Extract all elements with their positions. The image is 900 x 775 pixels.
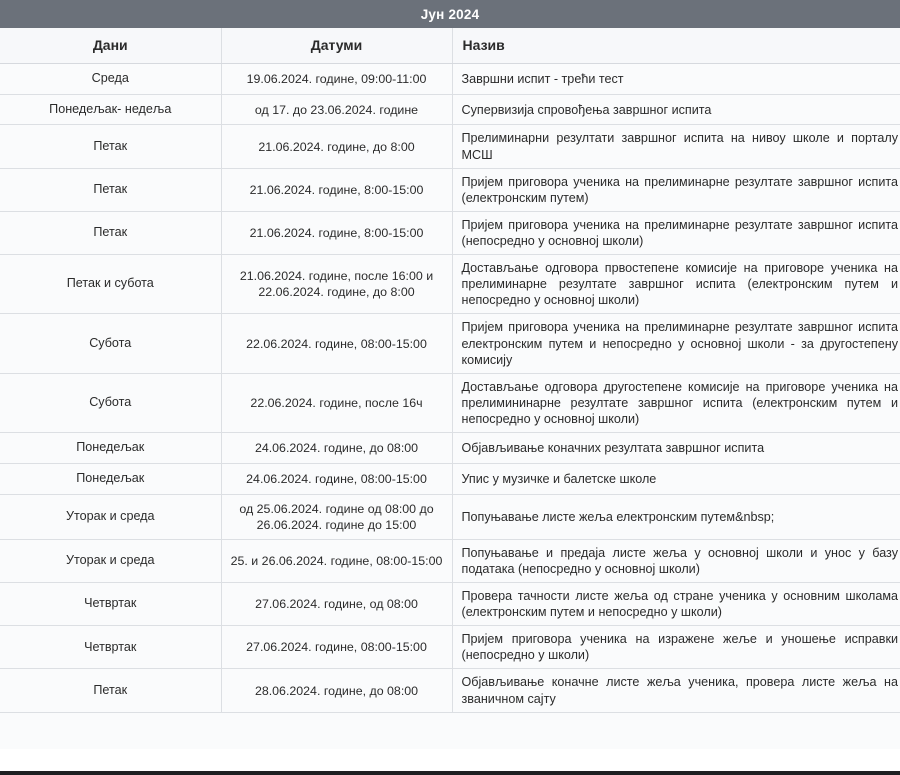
cell-days: Четвртак <box>0 626 221 669</box>
cell-title: Достављање одговора првостепене комисије на приговоре ученика на прелиминарне резултате завршног испита (електронским путем и непосредно у основној школи) <box>452 255 900 314</box>
cell-title: Пријем приговора ученика на прелиминарне резултате завршног испита (електронским путем) <box>452 168 900 211</box>
cell-dates: од 25.06.2024. године од 08:00 до 26.06.2024. године до 15:00 <box>221 494 452 539</box>
column-header-days: Дани <box>0 28 221 64</box>
cell-days: Субота <box>0 314 221 373</box>
table-row <box>0 314 900 373</box>
table-row <box>0 211 900 254</box>
bottom-filler <box>0 749 900 771</box>
cell-title: Пријем приговора ученика на прелиминарне резултате завршног испита електронским путем и непосредно у основној школи - за другостепену комисију <box>452 314 900 373</box>
cell-days: Петак <box>0 125 221 168</box>
cell-days: Среда <box>0 64 221 95</box>
column-header-dates: Датуми <box>221 28 452 64</box>
cell-dates: 21.06.2024. године, после 16:00 и 22.06.2024. године, до 8:00 <box>221 255 452 314</box>
table-row <box>0 433 900 464</box>
cell-days: Субота <box>0 373 221 432</box>
cell-days: Уторак и среда <box>0 539 221 582</box>
cell-dates: 19.06.2024. године, 09:00-11:00 <box>221 64 452 95</box>
cell-title: Прелиминарни резултати завршног испита на нивоу школе и порталу МСШ <box>452 125 900 168</box>
cell-dates: 22.06.2024. године, после 16ч <box>221 373 452 432</box>
cell-title: Попуњавање и предаја листе жеља у основној школи и унос у базу података (непосредно у основној школи) <box>452 539 900 582</box>
cell-title: Супервизија спровођења завршног испита <box>452 94 900 125</box>
cell-dates: 28.06.2024. године, до 08:00 <box>221 669 452 712</box>
cell-dates: од 17. до 23.06.2024. године <box>221 94 452 125</box>
cell-days: Петак <box>0 211 221 254</box>
table-row <box>0 64 900 95</box>
cell-dates: 27.06.2024. године, 08:00-15:00 <box>221 626 452 669</box>
cell-dates: 21.06.2024. године, 8:00-15:00 <box>221 211 452 254</box>
table-row <box>0 463 900 494</box>
column-header-title: Назив <box>452 28 900 64</box>
bottom-rule <box>0 771 900 775</box>
cell-title: Достављање одговора другостепене комисије на приговоре ученика на прелимининарне резултате завршног испита (електронским путем и непосредно у основној школи) <box>452 373 900 432</box>
table-title-bar <box>0 0 900 28</box>
cell-title: Објављивање коначне листе жеља ученика, провера листе жеља на званичном сајту <box>452 669 900 712</box>
cell-title: Завршни испит - трећи тест <box>452 64 900 95</box>
cell-dates: 21.06.2024. године, 8:00-15:00 <box>221 168 452 211</box>
table-row <box>0 669 900 712</box>
cell-dates: 27.06.2024. године, од 08:00 <box>221 583 452 626</box>
table-row <box>0 94 900 125</box>
cell-title: Провера тачности листе жеља од стране ученика у основним школама (електронским путем и непосредно у школи) <box>452 583 900 626</box>
table-body <box>0 64 900 713</box>
table-row <box>0 626 900 669</box>
cell-title: Пријем приговора ученика на прелиминарне резултате завршног испита (непосредно у основној школи) <box>452 211 900 254</box>
cell-dates: 24.06.2024. године, 08:00-15:00 <box>221 463 452 494</box>
cell-dates: 21.06.2024. године, до 8:00 <box>221 125 452 168</box>
cell-days: Понедељак <box>0 463 221 494</box>
cell-title: Пријем приговора ученика на изражене жеље и уношење исправки (непосредно у школи) <box>452 626 900 669</box>
table-header <box>0 28 900 64</box>
cell-days: Понедељак <box>0 433 221 464</box>
cell-dates: 24.06.2024. године, до 08:00 <box>221 433 452 464</box>
cell-title: Упис у музичке и балетске школе <box>452 463 900 494</box>
page-title: Јун 2024 <box>420 6 480 22</box>
table-row <box>0 373 900 432</box>
cell-title: Попуњавање листе жеља електронским путем&nbsp; <box>452 494 900 539</box>
cell-days: Петак <box>0 669 221 712</box>
schedule-table <box>0 28 900 713</box>
cell-days: Петак и субота <box>0 255 221 314</box>
cell-dates: 25. и 26.06.2024. године, 08:00-15:00 <box>221 539 452 582</box>
table-row <box>0 168 900 211</box>
table-row <box>0 539 900 582</box>
schedule-table-container <box>0 28 900 749</box>
cell-dates: 22.06.2024. године, 08:00-15:00 <box>221 314 452 373</box>
table-row <box>0 255 900 314</box>
table-row <box>0 125 900 168</box>
cell-days: Уторак и среда <box>0 494 221 539</box>
cell-days: Понедељак- недеља <box>0 94 221 125</box>
cell-days: Петак <box>0 168 221 211</box>
table-header-row <box>0 28 900 64</box>
cell-title: Објављивање коначних резултата завршног испита <box>452 433 900 464</box>
table-row <box>0 494 900 539</box>
table-row <box>0 583 900 626</box>
cell-days: Четвртак <box>0 583 221 626</box>
